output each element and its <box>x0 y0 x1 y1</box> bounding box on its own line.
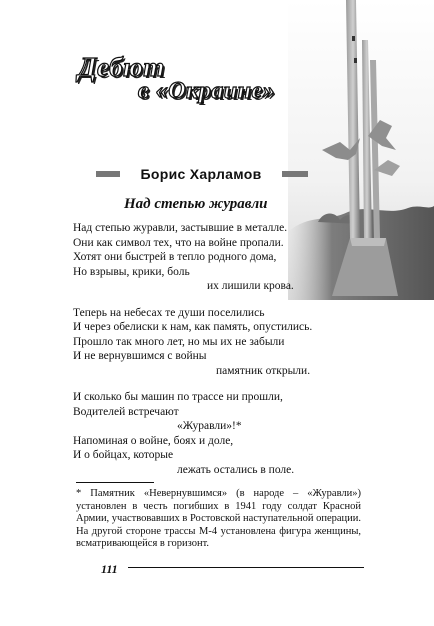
poem-line: Они как символ тех, что на войне пропали. <box>73 236 284 249</box>
poem-line: И о бойцах, которые <box>73 449 174 461</box>
poem-line: И не вернувшимся с войны <box>73 350 207 362</box>
page-number: 111 <box>101 562 118 576</box>
footnote-line: установлен в честь погибших в 1941 году солдат Красной <box>76 500 361 512</box>
poem-line: Хотят они быстрей в тепло родного дома, <box>73 251 277 263</box>
author-bar <box>96 162 308 186</box>
footnote-line: всматривающейся в горизонт. <box>76 538 210 550</box>
footnote <box>76 488 361 551</box>
poem-title: Над степью журавли <box>124 196 268 212</box>
poem-line: Теперь на небесах те души поселились <box>73 306 265 319</box>
poem-line: Над степью журавли, застывшие в металле. <box>73 222 288 234</box>
poem-line: Напоминая о войне, боях и доле, <box>73 434 234 447</box>
poem-line: их лишили крова. <box>207 280 294 292</box>
rubric-title-line1: Дебют <box>78 52 165 82</box>
poem-line: Но взрывы, крики, боль <box>73 265 190 278</box>
poem-line: лежать остались в поле. <box>177 463 295 476</box>
poem-line: памятник открыли. <box>216 364 311 377</box>
decorative-bar-left <box>96 171 120 177</box>
footnote-line: Армии, участвовавших в Ростовской наступательной операции. <box>76 513 362 525</box>
bottom-rule <box>128 567 364 568</box>
poem-line: Прошло так много лет, но мы их не забыли <box>73 335 285 348</box>
rubric-title-line2: в «Окраине» <box>138 78 276 104</box>
footnote-divider <box>76 482 154 483</box>
poem-line: «Журавли»!* <box>177 420 242 432</box>
poem-line: И сколько бы машин по трассе ни прошли, <box>73 391 283 403</box>
footnote-line: * Памятник «Невернувшимся» (в народе – «Журавли») <box>76 488 361 499</box>
author-name: Борис Харламов <box>140 166 262 182</box>
footnote-line: На другой стороне трассы М-4 установлена фигура женщины, <box>76 525 361 537</box>
decorative-bar-right <box>282 171 308 177</box>
poem-line: Водителей встречают <box>73 405 179 418</box>
poem-line: И через обелиски к нам, как память, опустились. <box>73 321 313 333</box>
poem-body <box>73 221 343 477</box>
